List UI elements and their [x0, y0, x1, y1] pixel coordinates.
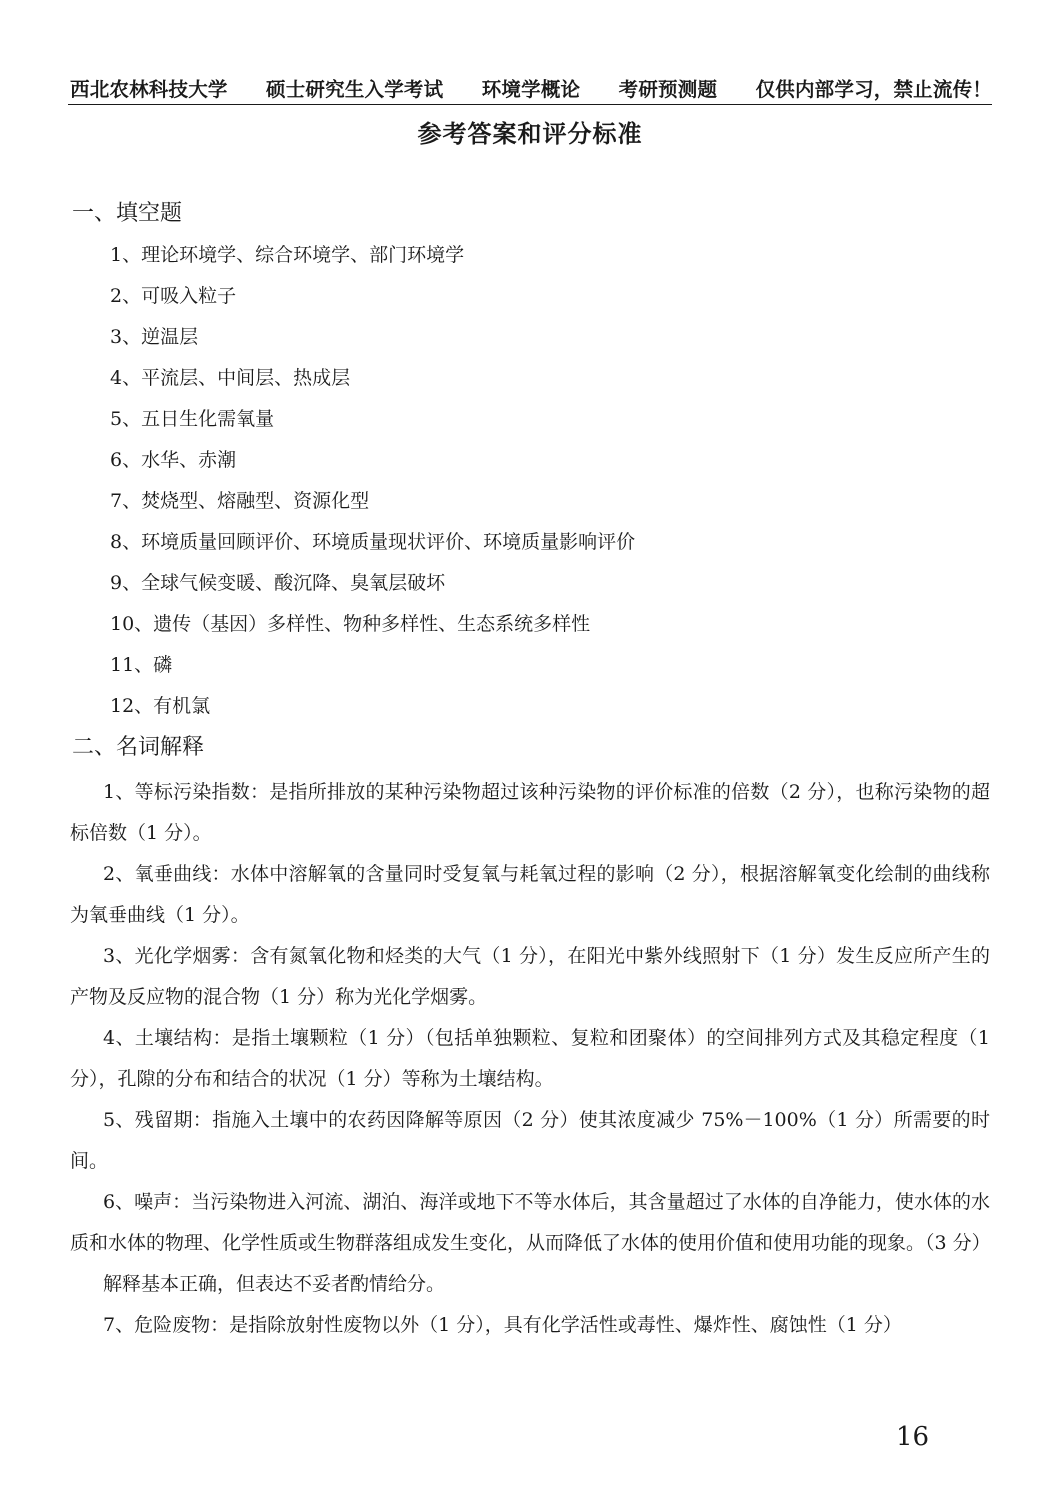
list-item: 5、五日生化需氧量: [110, 408, 275, 430]
list-item: 1、理论环境学、综合环境学、部门环境学: [110, 244, 465, 266]
list-item: 10、遗传（基因）多样性、物种多样性、生态系统多样性: [110, 613, 591, 635]
header-notice: 仅供内部学习，禁止流传！: [755, 78, 992, 101]
list-item: 6、水华、赤潮: [110, 449, 237, 471]
page-title: 参考答案和评分标准: [417, 120, 643, 148]
list-item: 4、平流层、中间层、热成层: [110, 367, 351, 389]
section-heading-fill-in: 一、填空题: [72, 201, 183, 226]
term-paragraph: 6、噪声：当污染物进入河流、湖泊、海洋或地下不等水体后，其含量超过了水体的自净能力，使水体的水质和水体的物理、化学性质或生物群落组成发生变化，从而降低了水体的使用价值和使用功能的现象。（3 分）: [70, 1191, 991, 1254]
list-item: 9、全球气候变暖、酸沉降、臭氧层破坏: [110, 572, 446, 594]
list-item: 2、可吸入粒子: [110, 285, 237, 307]
header-university: 西北农林科技大学: [70, 78, 228, 101]
grading-note: 解释基本正确，但表达不妥者酌情给分。: [103, 1273, 446, 1295]
header-divider: [68, 104, 992, 105]
term-paragraph: 2、氧垂曲线：水体中溶解氧的含量同时受复氧与耗氧过程的影响（2 分），根据溶解氧变化绘制的曲线称为氧垂曲线（1 分）。: [70, 863, 990, 926]
running-header: [70, 74, 992, 102]
section-heading-terms: 二、名词解释: [72, 735, 205, 760]
term-definitions: [70, 772, 990, 1346]
header-type: 考研预测题: [618, 78, 718, 101]
term-paragraph: 3、光化学烟雾：含有氮氧化物和烃类的大气（1 分），在阳光中紫外线照射下（1 分）发生反应所产生的产物及反应物的混合物（1 分）称为光化学烟雾。: [70, 945, 990, 1008]
list-item: 3、逆温层: [110, 326, 199, 348]
header-subject: 环境学概论: [481, 78, 581, 101]
term-paragraph: 1、等标污染指数：是指所排放的某种污染物超过该种污染物的评价标准的倍数（2 分），也称污染物的超标倍数（1 分）。: [70, 781, 990, 844]
fill-in-answer-list: [110, 238, 990, 730]
term-paragraph: 7、危险废物：是指除放射性废物以外（1 分），具有化学活性或毒性、爆炸性、腐蚀性（1 分）: [103, 1314, 902, 1336]
term-paragraph: 4、土壤结构：是指土壤颗粒（1 分）（包括单独颗粒、复粒和团聚体）的空间排列方式及其稳定程度（1 分），孔隙的分布和结合的状况（1 分）等称为土壤结构。: [70, 1027, 990, 1090]
list-item: 7、焚烧型、熔融型、资源化型: [110, 490, 370, 512]
header-exam: 硕士研究生入学考试: [266, 78, 444, 101]
list-item: 8、环境质量回顾评价、环境质量现状评价、环境质量影响评价: [110, 531, 636, 553]
list-item: 12、有机氯: [110, 695, 211, 717]
list-item: 11、磷: [110, 654, 173, 676]
page-number: 16: [896, 1422, 930, 1452]
term-paragraph: 5、残留期：指施入土壤中的农药因降解等原因（2 分）使其浓度减少 75%－100%（1 分）所需要的时间。: [70, 1109, 990, 1172]
